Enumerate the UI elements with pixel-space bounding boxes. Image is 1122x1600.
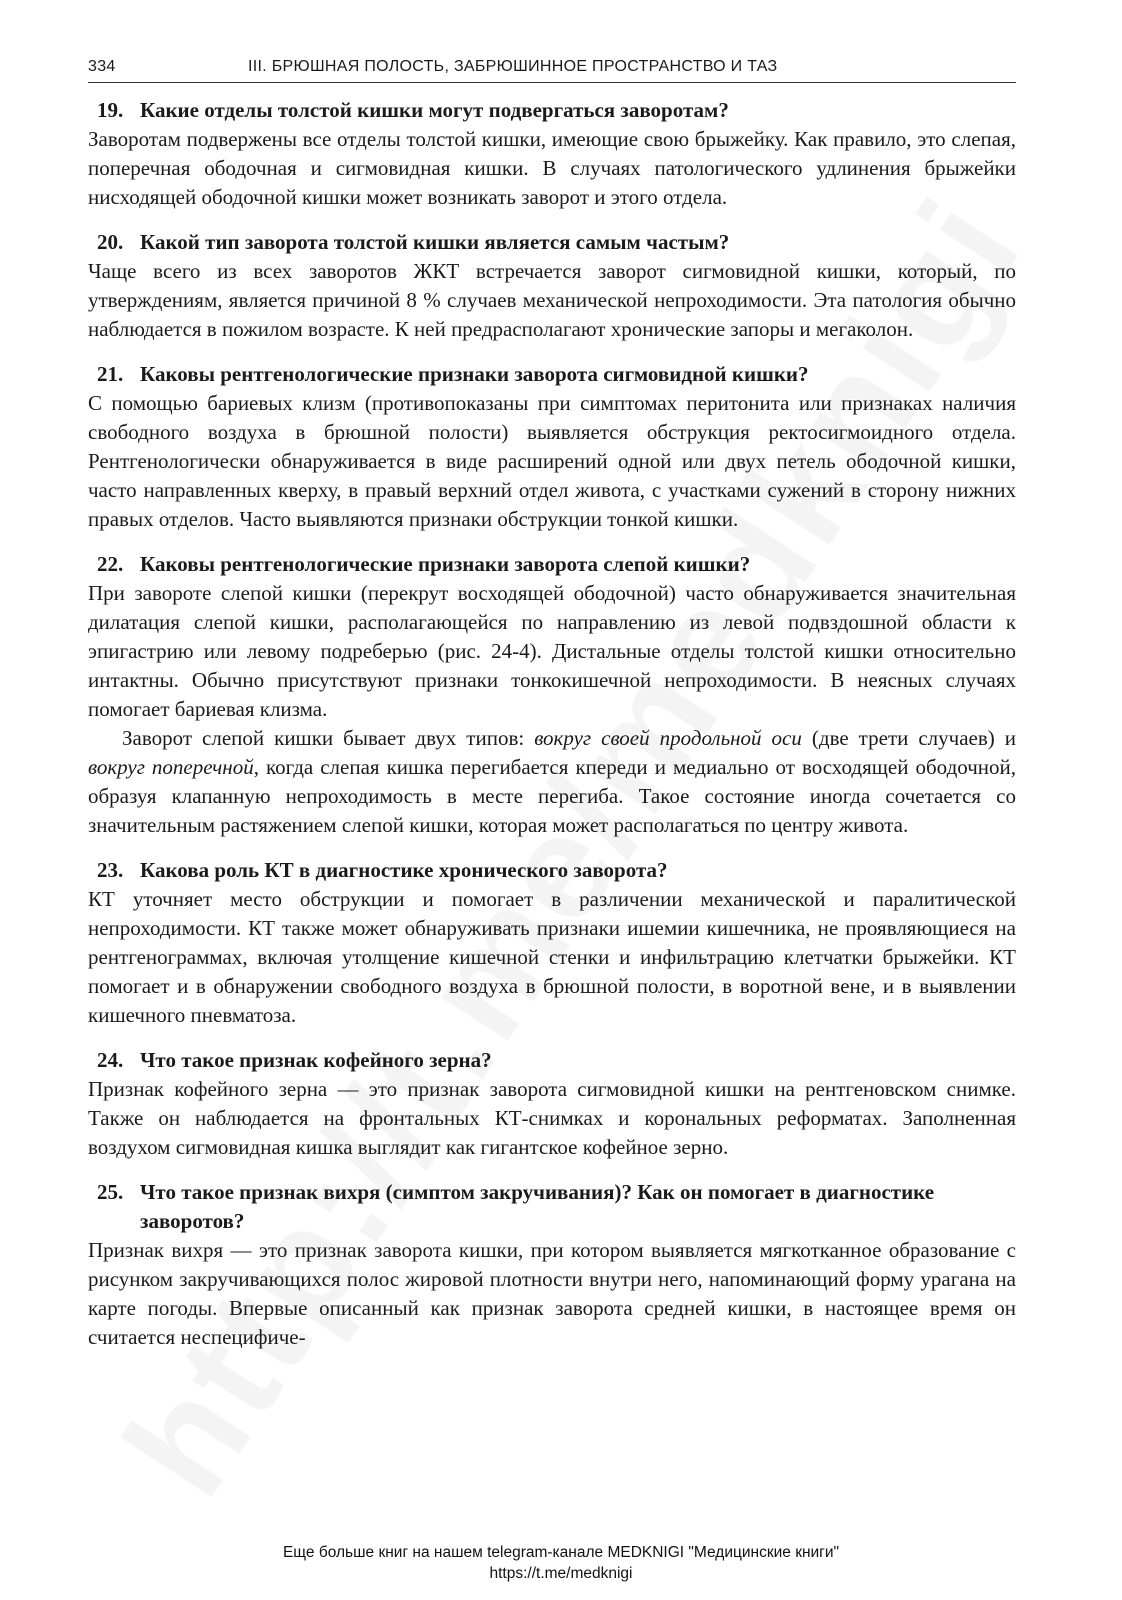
answer-paragraph: Признак кофейного зерна — это признак заворота сигмовидной кишки на рентгеновском снимке. Также он наблюдается на фронтальных КТ-снимках и корональных реформатах. Заполненная воздухом сигмовидная кишка выглядит как гигантское кофейное зерно. [88, 1077, 1016, 1159]
footer-telegram-note: Еще больше книг на нашем telegram-канале MEDKNIGI "Медицинские книги" [282, 1544, 840, 1561]
question-number: 23. [97, 858, 124, 882]
section-20 [88, 228, 1016, 344]
question-heading [88, 1178, 1016, 1236]
question-heading [88, 1046, 1016, 1075]
answer-paragraph: Признак вихря — это признак заворота кишки, при котором выявляется мягкотканное образование с рисунком закручивающихся полос жировой плотности внутри него, напоминающий форму урагана на карте погоды. Впервые описанный как признак заворота средней кишки, в настоящее время он считается неспецифиче- [88, 1238, 1016, 1349]
footer [0, 1542, 1122, 1584]
answer-paragraph-continued [88, 724, 1016, 840]
question-number: 24. [97, 1048, 124, 1072]
question-heading [88, 856, 1016, 885]
question-text: Какой тип заворота толстой кишки является самым частым? [140, 230, 730, 254]
emphasis-longitudinal-axis: вокруг своей продольной оси [534, 726, 802, 750]
question-heading [88, 96, 1016, 125]
running-header [88, 56, 1016, 83]
question-text: Каковы рентгенологические признаки заворота сигмовидной кишки? [140, 362, 809, 386]
question-text: Каковы рентгенологические признаки заворота слепой кишки? [140, 552, 751, 576]
text-run: Заворот слепой кишки бывает двух типов: [122, 726, 535, 750]
answer-paragraph: При завороте слепой кишки (перекрут восходящей ободочной) часто обнаруживается значительная дилатация слепой кишки, располагающейся по направлению из левой подвздошной области к эпигастрию или левому подреберью (рис. 24-4). Дистальные отделы толстой кишки относительно интактны. Обычно присутствуют признаки тонкокишечной непроходимости. В неясных случаях помогает бариевая клизма. [88, 581, 1016, 721]
question-text: Какова роль КТ в диагностике хронического заворота? [140, 858, 668, 882]
question-heading [88, 550, 1016, 579]
emphasis-transverse-axis: вокруг поперечной [88, 755, 254, 779]
section-19 [88, 96, 1016, 212]
question-number: 22. [97, 552, 124, 576]
answer-paragraph: КТ уточняет место обструкции и помогает в различении механической и паралитической непроходимости. КТ также может обнаруживать признаки ишемии кишечника, не проявляющиеся на рентгенограммах, включая утолщение кишечной стенки и инфильтрацию клетчатки брыжейки. КТ помогает и в обнаружении свободного воздуха в брюшной полости, в воротной вене, и в выявлении кишечного пневматоза. [88, 887, 1016, 1027]
section-24 [88, 1046, 1016, 1162]
section-21 [88, 360, 1016, 534]
question-text: Какие отделы толстой кишки могут подвергаться заворотам? [140, 98, 729, 122]
question-text: Что такое признак вихря (симптом закручивания)? Как он помогает в диагностике заворотов? [140, 1180, 935, 1233]
question-number: 25. [97, 1180, 124, 1204]
text-run: (две трети случаев) и [801, 726, 1017, 750]
question-heading [88, 228, 1016, 257]
text-run: , когда слепая кишка перегибается кпереди и медиально от восходящей ободочной, образуя клапанную непроходимость в месте перегиба. Такое состояние иногда сочетается со значительным растяжением слепой кишки, которая может располагаться по центру живота. [88, 755, 1017, 837]
answer-paragraph: С помощью бариевых клизм (противопоказаны при симптомах перитонита или признаках наличия свободного воздуха в брюшной полости) выявляется обструкция ректосигмоидного отдела. Рентгенологически обнаруживается в виде расширений одной или двух петель ободочной кишки, часто направленных кверху, в правый верхний отдел живота, с участками сужений в сторону нижних правых отделов. Часто выявляются признаки обструкции тонкой кишки. [88, 391, 1016, 531]
page-number: 334 [88, 58, 116, 75]
section-22 [88, 550, 1016, 840]
answer-paragraph: Чаще всего из всех заворотов ЖКТ встречается заворот сигмовидной кишки, который, по утверждениям, является причиной 8 % случаев механической непроходимости. Эта патология обычно наблюдается в пожилом возрасте. К ней предрасполагают хронические запоры и мегаколон. [88, 259, 1016, 341]
question-number: 19. [97, 98, 124, 122]
section-25 [88, 1178, 1016, 1352]
question-text: Что такое признак кофейного зерна? [140, 1048, 492, 1072]
question-heading [88, 360, 1016, 389]
chapter-title: III. БРЮШНАЯ ПОЛОСТЬ, ЗАБРЮШИННОЕ ПРОСТРАНСТВО И ТАЗ [248, 58, 778, 75]
section-23 [88, 856, 1016, 1030]
footer-link[interactable]: https://t.me/medknigi [489, 1565, 633, 1582]
question-number: 20. [97, 230, 124, 254]
page-content [88, 96, 1016, 1368]
question-number: 21. [97, 362, 124, 386]
answer-paragraph: Заворотам подвержены все отделы толстой кишки, имеющие свою брыжейку. Как правило, это слепая, поперечная ободочная и сигмовидная кишки. В случаях патологического удлинения брыжейки нисходящей ободочной кишки может возникать заворот и этого отдела. [88, 127, 1016, 209]
